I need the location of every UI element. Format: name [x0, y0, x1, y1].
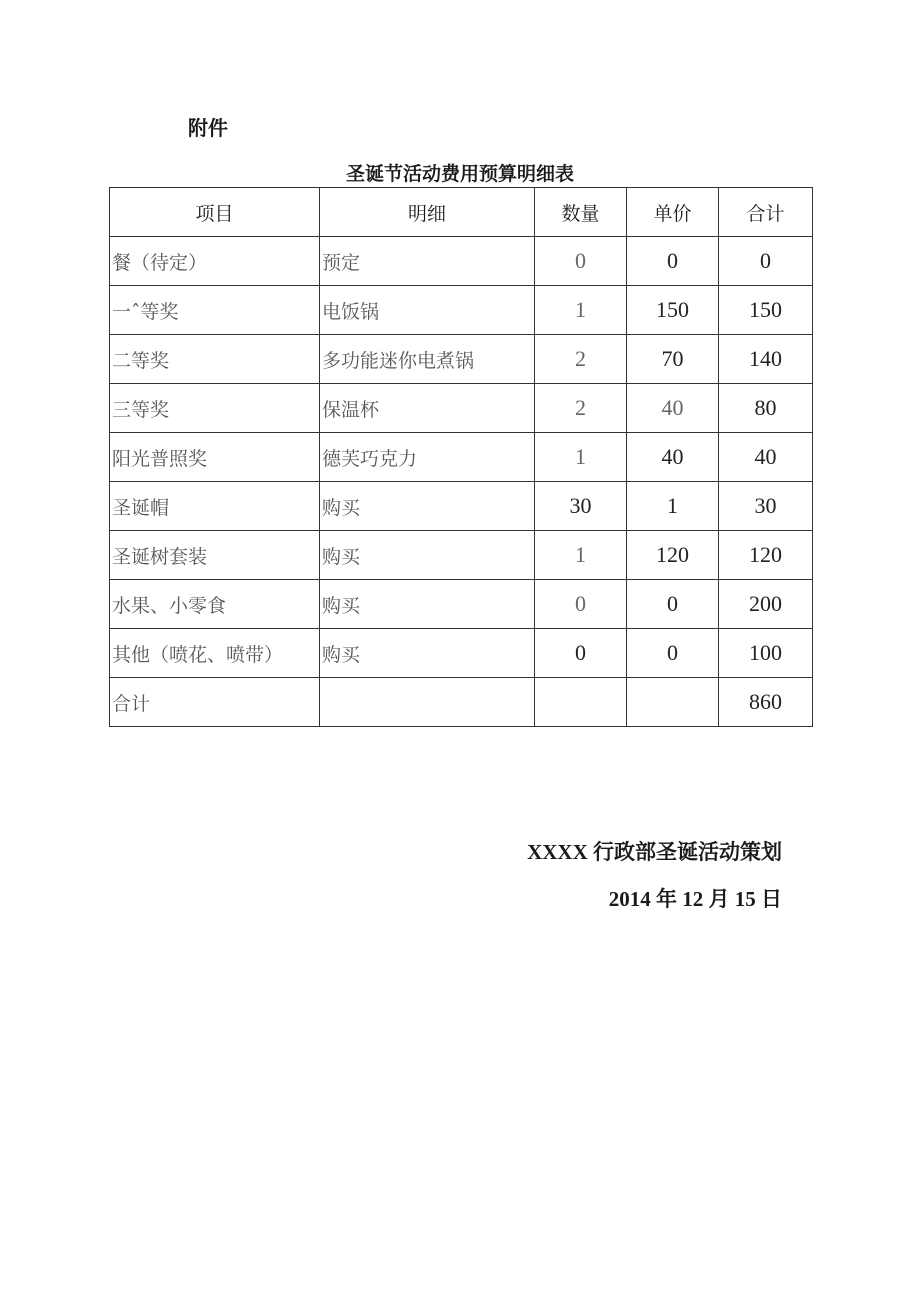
signature-date: 2014 年 12 月 15 日: [608, 887, 782, 911]
cell-detail: 购买: [320, 482, 535, 531]
cell-quantity: 30: [535, 482, 627, 531]
cell-quantity: [535, 678, 627, 727]
cell-detail: 多功能迷你电煮锅: [320, 335, 535, 384]
cell-total: 150: [719, 286, 813, 335]
table-row: [110, 286, 813, 335]
cell-item: 其他（喷花、喷带）: [110, 629, 320, 678]
cell-detail: 购买: [320, 580, 535, 629]
attachment-label: 附件: [188, 116, 228, 140]
cell-total: 200: [719, 580, 813, 629]
cell-quantity: 1: [535, 531, 627, 580]
cell-quantity: 1: [535, 433, 627, 482]
cell-quantity: 1: [535, 286, 627, 335]
cell-detail: [320, 678, 535, 727]
cell-unit-price: 120: [627, 531, 719, 580]
cell-detail: 德芙巧克力: [320, 433, 535, 482]
header-total: 合计: [719, 188, 813, 237]
header-item: 项目: [110, 188, 320, 237]
table-row: [110, 237, 813, 286]
signature-organization: XXXX 行政部圣诞活动策划: [527, 840, 782, 864]
cell-unit-price: 70: [627, 335, 719, 384]
table-row: [110, 482, 813, 531]
budget-table: [109, 187, 813, 727]
cell-detail: 购买: [320, 531, 535, 580]
cell-unit-price: [627, 678, 719, 727]
cell-total: 100: [719, 629, 813, 678]
cell-unit-price: 40: [627, 384, 719, 433]
cell-item: 三等奖: [110, 384, 320, 433]
cell-detail: 电饭锅: [320, 286, 535, 335]
table-header-row: [110, 188, 813, 237]
cell-grand-total: 860: [719, 678, 813, 727]
table-title: 圣诞节活动费用预算明细表: [345, 163, 574, 185]
cell-unit-price: 0: [627, 629, 719, 678]
cell-total: 0: [719, 237, 813, 286]
cell-quantity: 2: [535, 335, 627, 384]
header-quantity: 数量: [535, 188, 627, 237]
cell-unit-price: 0: [627, 580, 719, 629]
table-row: [110, 531, 813, 580]
cell-unit-price: 150: [627, 286, 719, 335]
table-row: [110, 433, 813, 482]
cell-detail: 预定: [320, 237, 535, 286]
cell-unit-price: 0: [627, 237, 719, 286]
table-row: [110, 335, 813, 384]
cell-item: 圣诞帽: [110, 482, 320, 531]
cell-detail: 购买: [320, 629, 535, 678]
cell-detail: 保温杯: [320, 384, 535, 433]
cell-unit-price: 40: [627, 433, 719, 482]
cell-item: 水果、小零食: [110, 580, 320, 629]
cell-total: 80: [719, 384, 813, 433]
cell-item: 圣诞树套装: [110, 531, 320, 580]
table-row: [110, 384, 813, 433]
cell-item: 一ˆ等奖: [110, 286, 320, 335]
cell-unit-price: 1: [627, 482, 719, 531]
cell-total: 30: [719, 482, 813, 531]
header-detail: 明细: [320, 188, 535, 237]
cell-item: 合计: [110, 678, 320, 727]
cell-total: 140: [719, 335, 813, 384]
cell-item: 阳光普照奖: [110, 433, 320, 482]
cell-total: 120: [719, 531, 813, 580]
cell-quantity: 2: [535, 384, 627, 433]
cell-item: 餐（待定）: [110, 237, 320, 286]
cell-item: 二等奖: [110, 335, 320, 384]
cell-quantity: 0: [535, 237, 627, 286]
table-total-row: [110, 678, 813, 727]
table-row: [110, 580, 813, 629]
cell-quantity: 0: [535, 580, 627, 629]
cell-quantity: 0: [535, 629, 627, 678]
header-unit-price: 单价: [627, 188, 719, 237]
cell-total: 40: [719, 433, 813, 482]
table-row: [110, 629, 813, 678]
